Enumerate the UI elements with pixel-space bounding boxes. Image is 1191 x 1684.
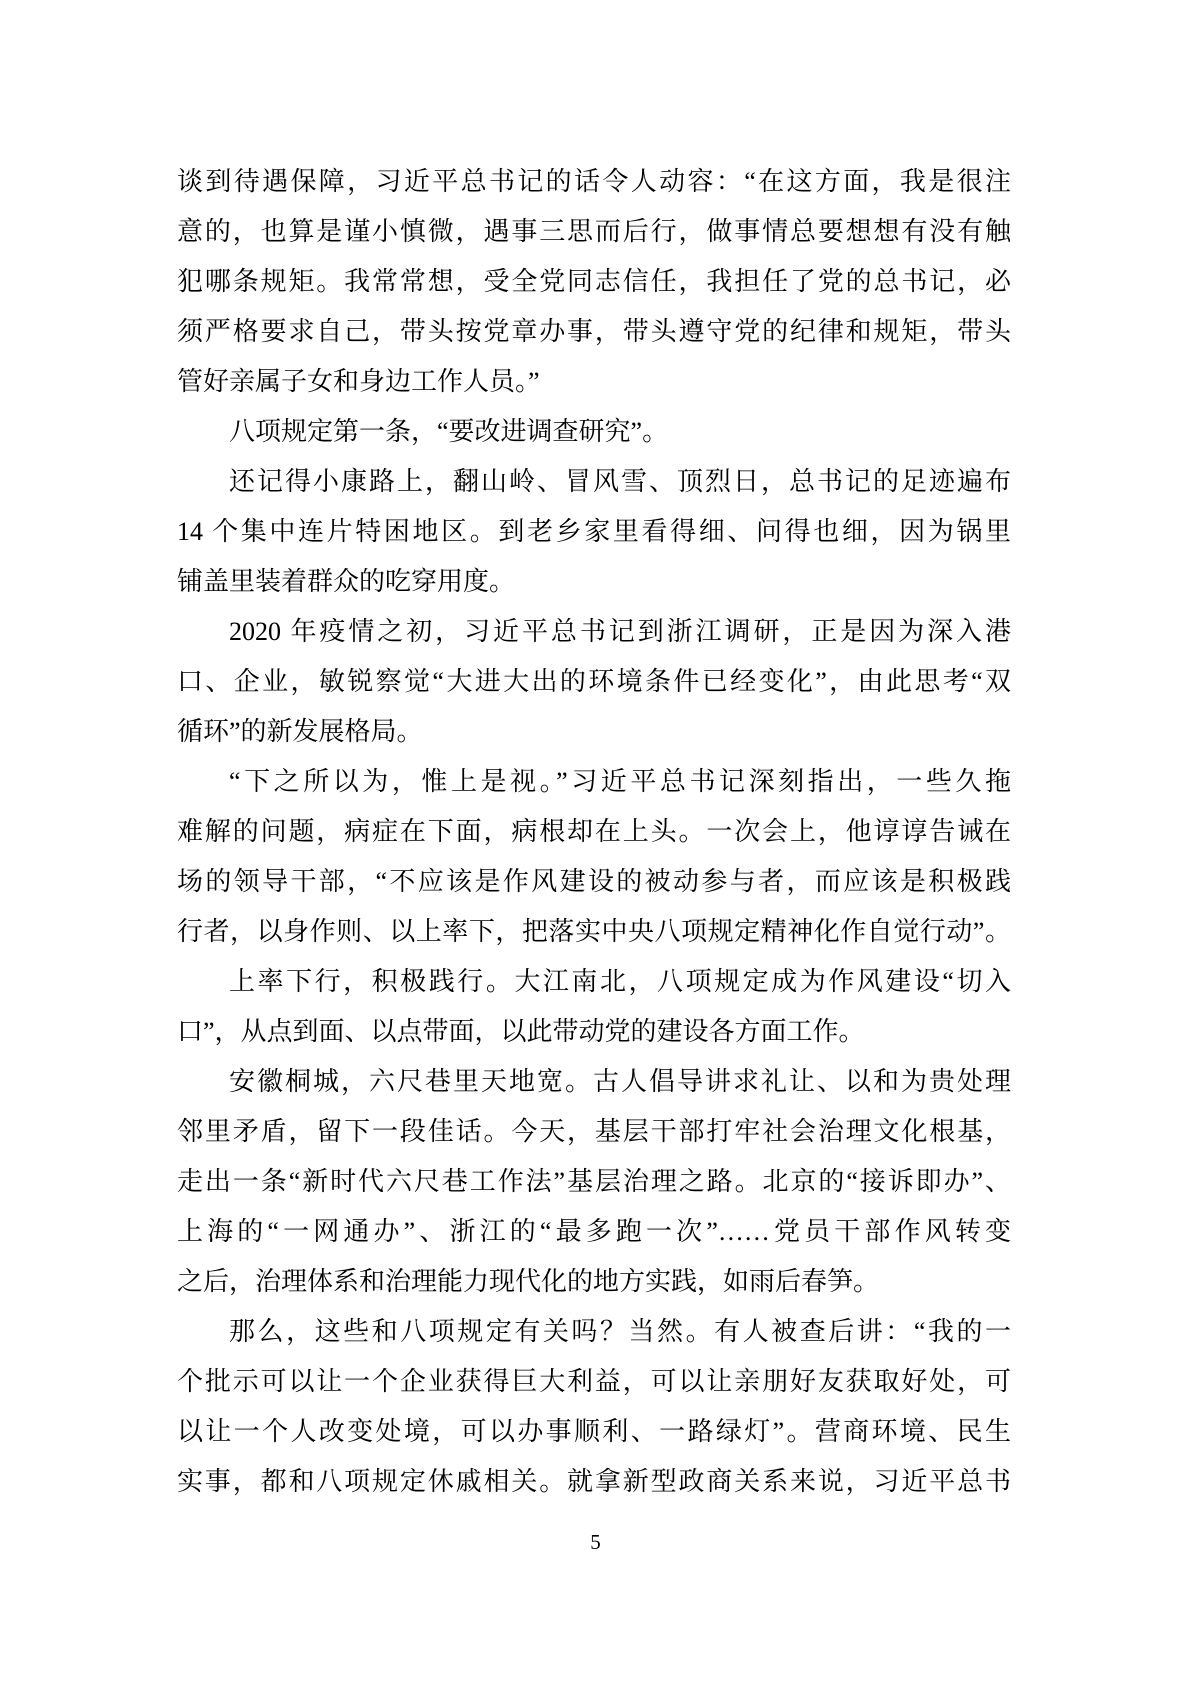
text-line: 那么，这些和八项规定有关吗？当然。有人被查后讲：“我的一	[229, 1317, 1011, 1346]
text-line: 意的，也算是谨小慎微，遇事三思而后行，做事情总要想想有没有触	[177, 217, 1011, 246]
text-line: 须严格要求自己，带头按党章办事，带头遵守党的纪律和规矩，带头	[177, 317, 1011, 346]
text-line: 八项规定第一条，“要改进调查研究”。	[229, 417, 669, 446]
text-line: 个批示可以让一个企业获得巨大利益，可以让亲朋好友获取好处，可	[177, 1367, 1011, 1396]
text-line: 上率下行，积极践行。大江南北，八项规定成为作风建设“切入	[229, 967, 1011, 996]
text-line: 走出一条“新时代六尺巷工作法”基层治理之路。北京的“接诉即办”、	[177, 1167, 1011, 1196]
text-line: 管好亲属子女和身边工作人员。”	[177, 367, 540, 396]
text-line: 口、企业，敏锐察觉“大进大出的环境条件已经变化”，由此思考“双	[177, 667, 1011, 696]
text-line: 之后，治理体系和治理能力现代化的地方实践，如雨后春笋。	[177, 1267, 880, 1296]
text-line: 安徽桐城，六尺巷里天地宽。古人倡导讲求礼让、以和为贵处理	[229, 1067, 1011, 1096]
text-line: 2020 年疫情之初，习近平总书记到浙江调研，正是因为深入港	[229, 617, 1011, 646]
document-body	[177, 157, 1011, 1507]
text-line: 难解的问题，病症在下面，病根却在上头。一次会上，他谆谆告诫在	[177, 817, 1011, 846]
text-line: 行者，以身作则、以上率下，把落实中央八项规定精神化作自觉行动”。	[177, 917, 1011, 946]
text-line: 以让一个人改变处境，可以办事顺利、一路绿灯”。营商环境、民生	[177, 1417, 1011, 1446]
text-line: 口”，从点到面、以点带面，以此带动党的建设各方面工作。	[177, 1017, 865, 1046]
text-line: 场的领导干部，“不应该是作风建设的被动参与者，而应该是积极践	[177, 867, 1011, 896]
text-line: 14 个集中连片特困地区。到老乡家里看得细、问得也细，因为锅里	[177, 517, 1011, 546]
page-number: 5	[590, 1530, 601, 1554]
text-line: “下之所以为，惟上是视。”习近平总书记深刻指出，一些久拖	[229, 767, 1011, 796]
text-line: 实事，都和八项规定休戚相关。就拿新型政商关系来说，习近平总书	[177, 1467, 1011, 1496]
text-line: 上海的“一网通办”、浙江的“最多跑一次”……党员干部作风转变	[177, 1217, 1011, 1246]
page-footer	[0, 1530, 1191, 1555]
text-line: 还记得小康路上，翻山岭、冒风雪、顶烈日，总书记的足迹遍布	[229, 467, 1011, 496]
text-line: 邻里矛盾，留下一段佳话。今天，基层干部打牢社会治理文化根基，	[177, 1117, 1011, 1146]
text-line: 犯哪条规矩。我常常想，受全党同志信任，我担任了党的总书记，必	[177, 267, 1011, 296]
text-line: 铺盖里装着群众的吃穿用度。	[177, 567, 516, 596]
text-line: 谈到待遇保障，习近平总书记的话令人动容：“在这方面，我是很注	[177, 167, 1011, 196]
text-line: 循环”的新发展格局。	[177, 717, 423, 746]
